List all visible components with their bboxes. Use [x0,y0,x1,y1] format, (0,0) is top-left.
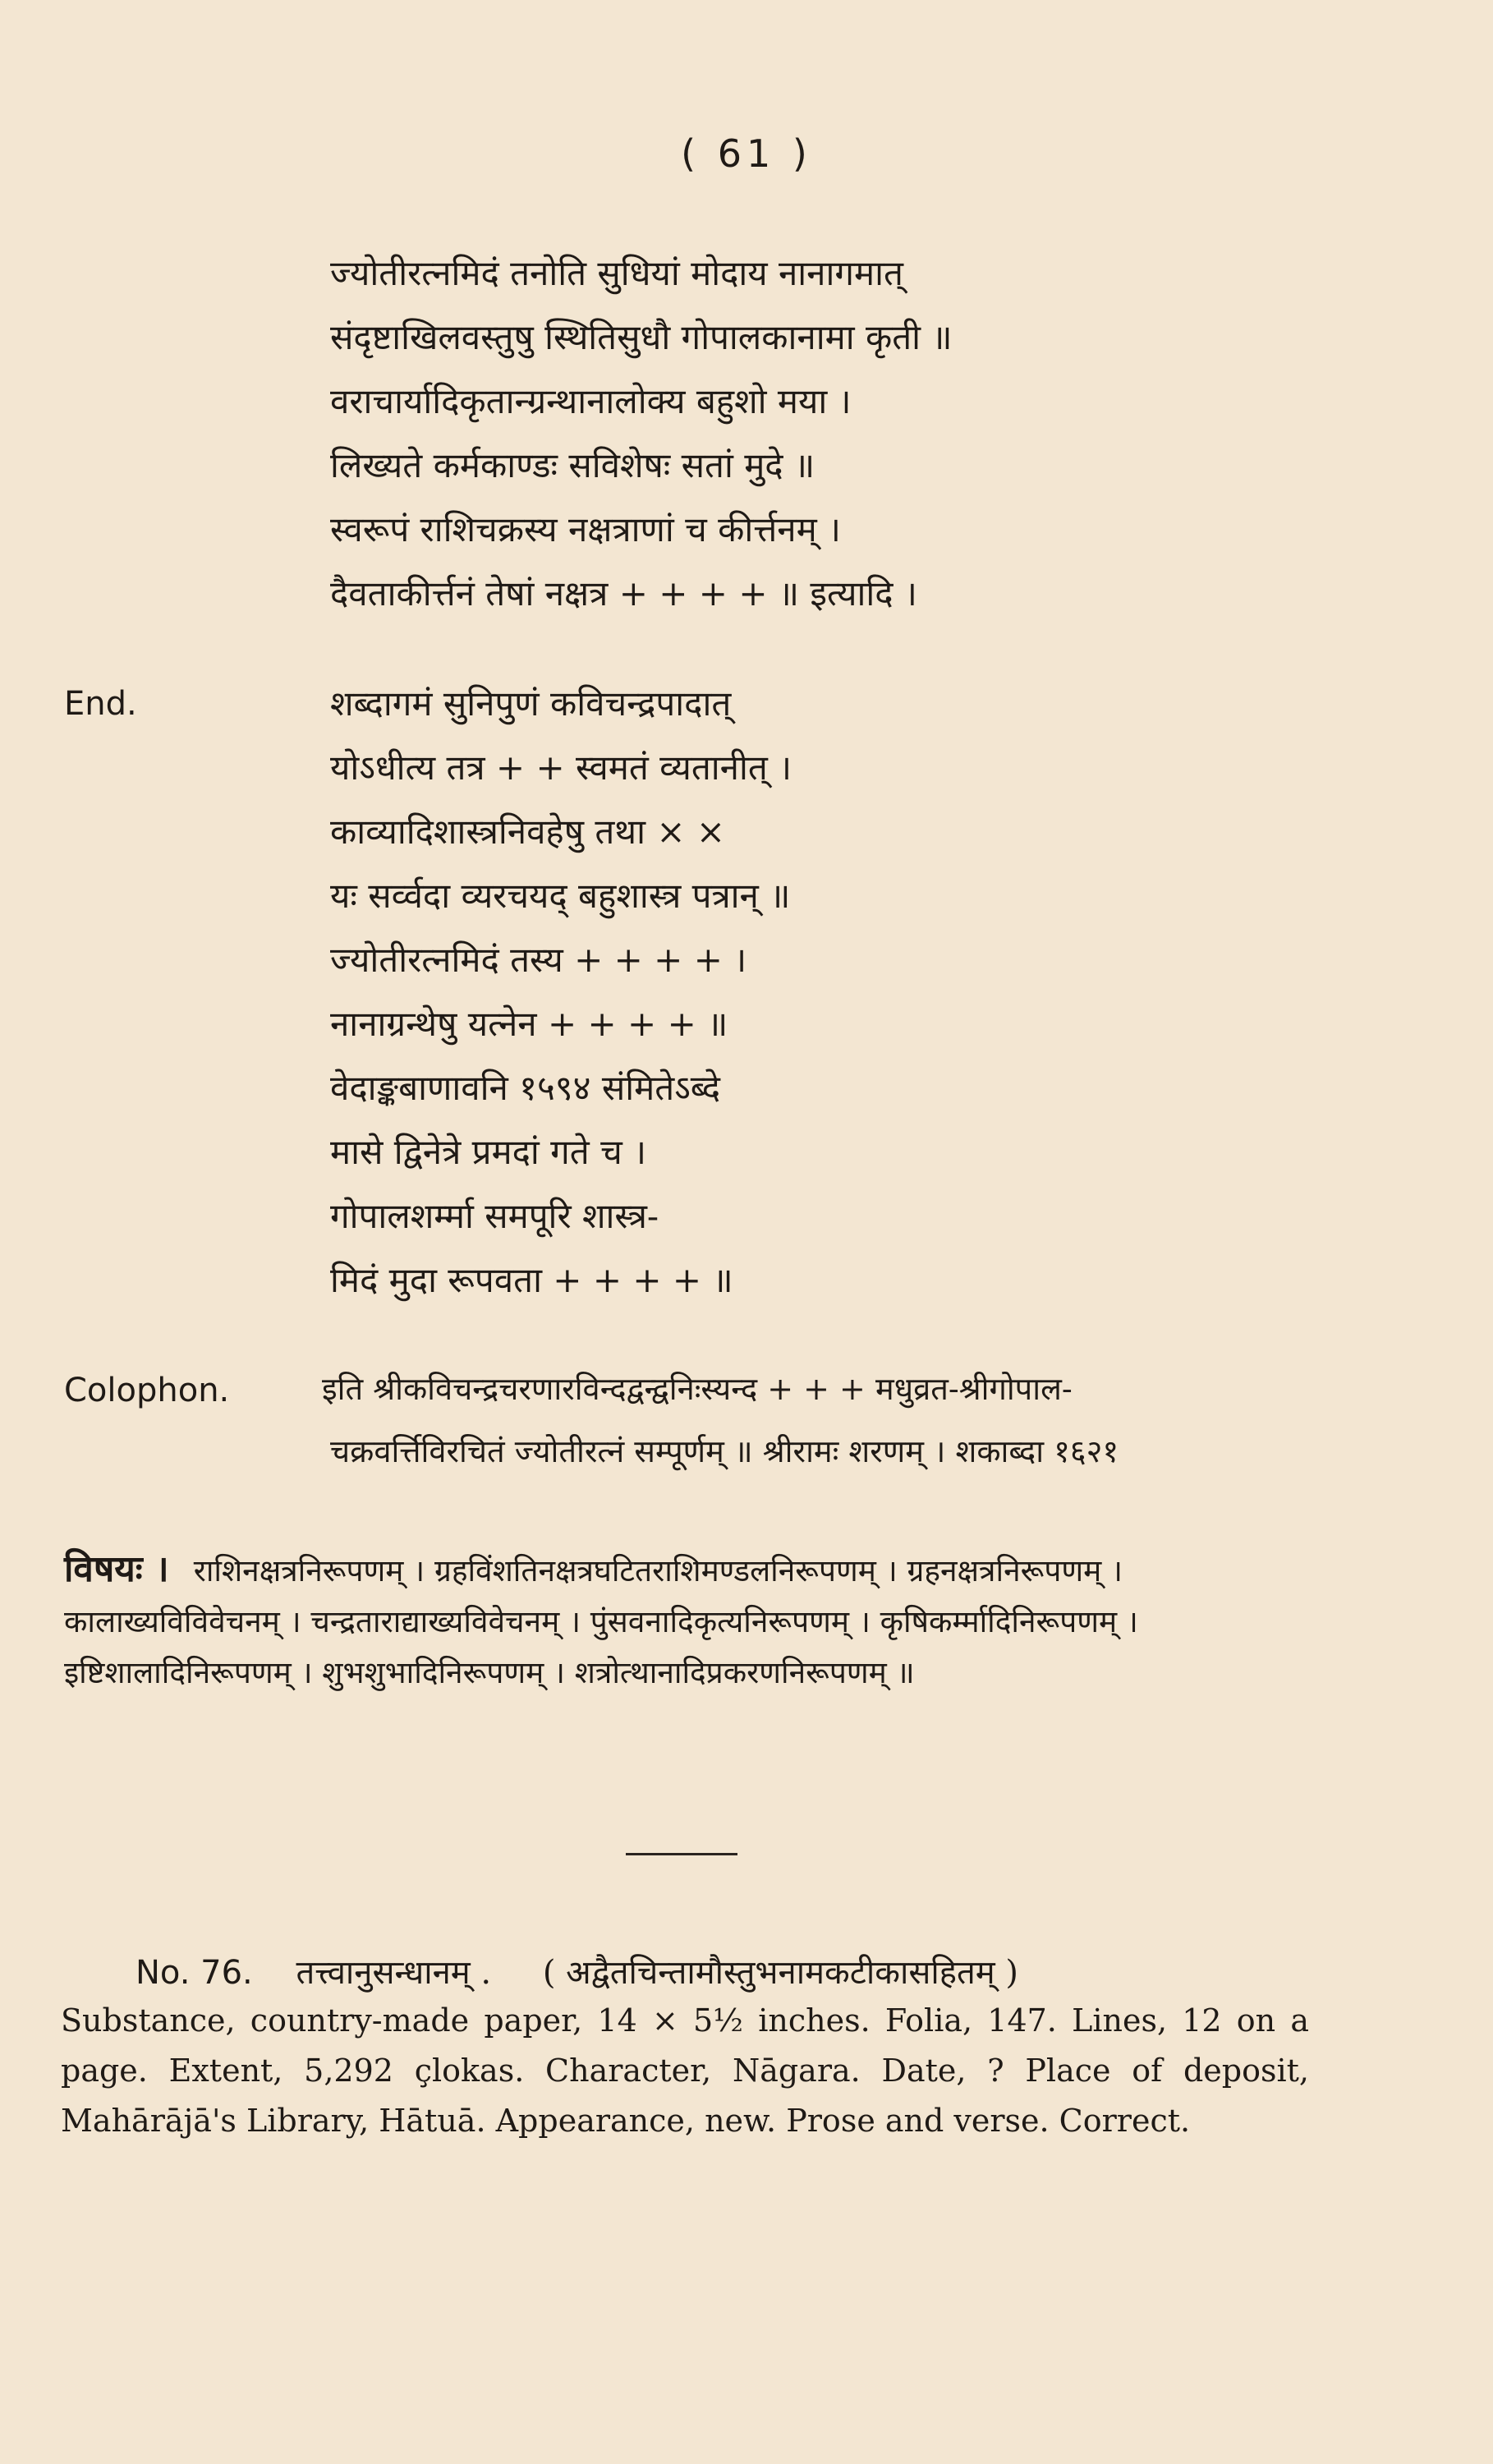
page-number: ( 61 ) [681,131,812,176]
verse-line: शब्दागमं सुनिपुणं कविचन्द्रपादात् [330,683,732,724]
verse-line: मिदं मुदा रूपवता + + + + ॥ [330,1260,733,1300]
verse-line: यः सर्व्वदा व्यरचयद् बहुशास्त्र पत्रान् ॥ [330,876,791,916]
colophon-label: Colophon. [64,1372,230,1409]
entry-heading [136,1948,1018,1993]
verse-line: वेदाङ्कबाणावनि १५९४ संमितेऽब्दे [330,1068,721,1108]
verse-line: वराचार्यादिकृतान्ग्रन्थानालोक्य बहुशो मया । [330,381,852,421]
verse-line: ज्योतीरत्नमिदं तस्य + + + + । [330,940,747,980]
verse-line: योऽधीत्य तत्र + + स्वमतं व्यतानीत् । [330,747,792,788]
entry-number: No. 76. [136,1954,253,1992]
entry-commentary: ( अद्वैतचिन्तामौस्तुभनामकटीकासहितम् ) [542,1954,1019,1992]
subject-label: विषयः । [64,1548,169,1590]
verse-line: स्वरूपं राशिचक्रस्य नक्षत्राणां च कीर्त्तनम् । [330,509,841,549]
colophon-line: चक्रवर्त्तिविरचितं ज्योतीरत्नं सम्पूर्णम् ॥ श्रीरामः शरणम् । शकाब्दा १६२१ [330,1433,1119,1469]
verse-line: लिख्यते कर्मकाण्डः सविशेषः सतां मुदे ॥ [330,445,815,485]
entry-description: Substance, country-made paper, 14 × 5½ inches. Folia, 147. Lines, 12 on a page. Extent, 5,292 çlokas. Character, Nāgara. Date, ? Place of deposit, Mahārājā's Library, Hātuā. Appearance, new. Prose and verse. Correct. [61,2002,1309,2139]
subject-paragraph [64,1544,1308,1699]
colophon-line: इति श्रीकविचन्द्रचरणारविन्दद्वन्द्वनिःस्यन्द + + + मधुव्रत-श्रीगोपाल- [322,1371,1073,1407]
section-divider [626,1853,737,1855]
verse-line: मासे द्विनेत्रे प्रमदां गते च । [330,1132,647,1172]
verse-line: गोपालशर्म्मा समपूरि शास्त्र- [330,1196,659,1236]
subject-text: राशिनक्षत्रनिरूपणम् । ग्रहविंशतिनक्षत्रघटितराशिमण्डलनिरूपणम् । ग्रहनक्षत्रनिरूपणम् । कालाख्यविविवेचनम् । चन्द्रताराद्याख्यविवेचनम् । पुंसवनादिकृत्यनिरूपणम् । कृषिकर्म्मादिनिरूपणम् । इष्टिशालादिनिरूपणम् । शुभशुभादिनिरूपणम् । शत्रोत्थानादिप्रकरणनिरूपणम् ॥ [64,1553,1138,1690]
verse-line: काव्यादिशास्त्रनिवहेषु तथा × × [330,811,726,852]
end-label: End. [64,685,137,723]
entry-title: तत्त्वानुसन्धानम् . [296,1954,492,1992]
verse-line: संदृष्टाखिलवस्तुषु स्थितिसुधौ गोपालकानामा कृती ॥ [330,317,953,357]
verse-line: दैवताकीर्त्तनं तेषां नक्षत्र + + + + ॥ इत्यादि । [330,573,917,614]
verse-line: नानाग्रन्थेषु यत्नेन + + + + ॥ [330,1004,728,1044]
verse-line: ज्योतीरत्नमिदं तनोति सुधियां मोदाय नानागमात् [330,253,903,293]
